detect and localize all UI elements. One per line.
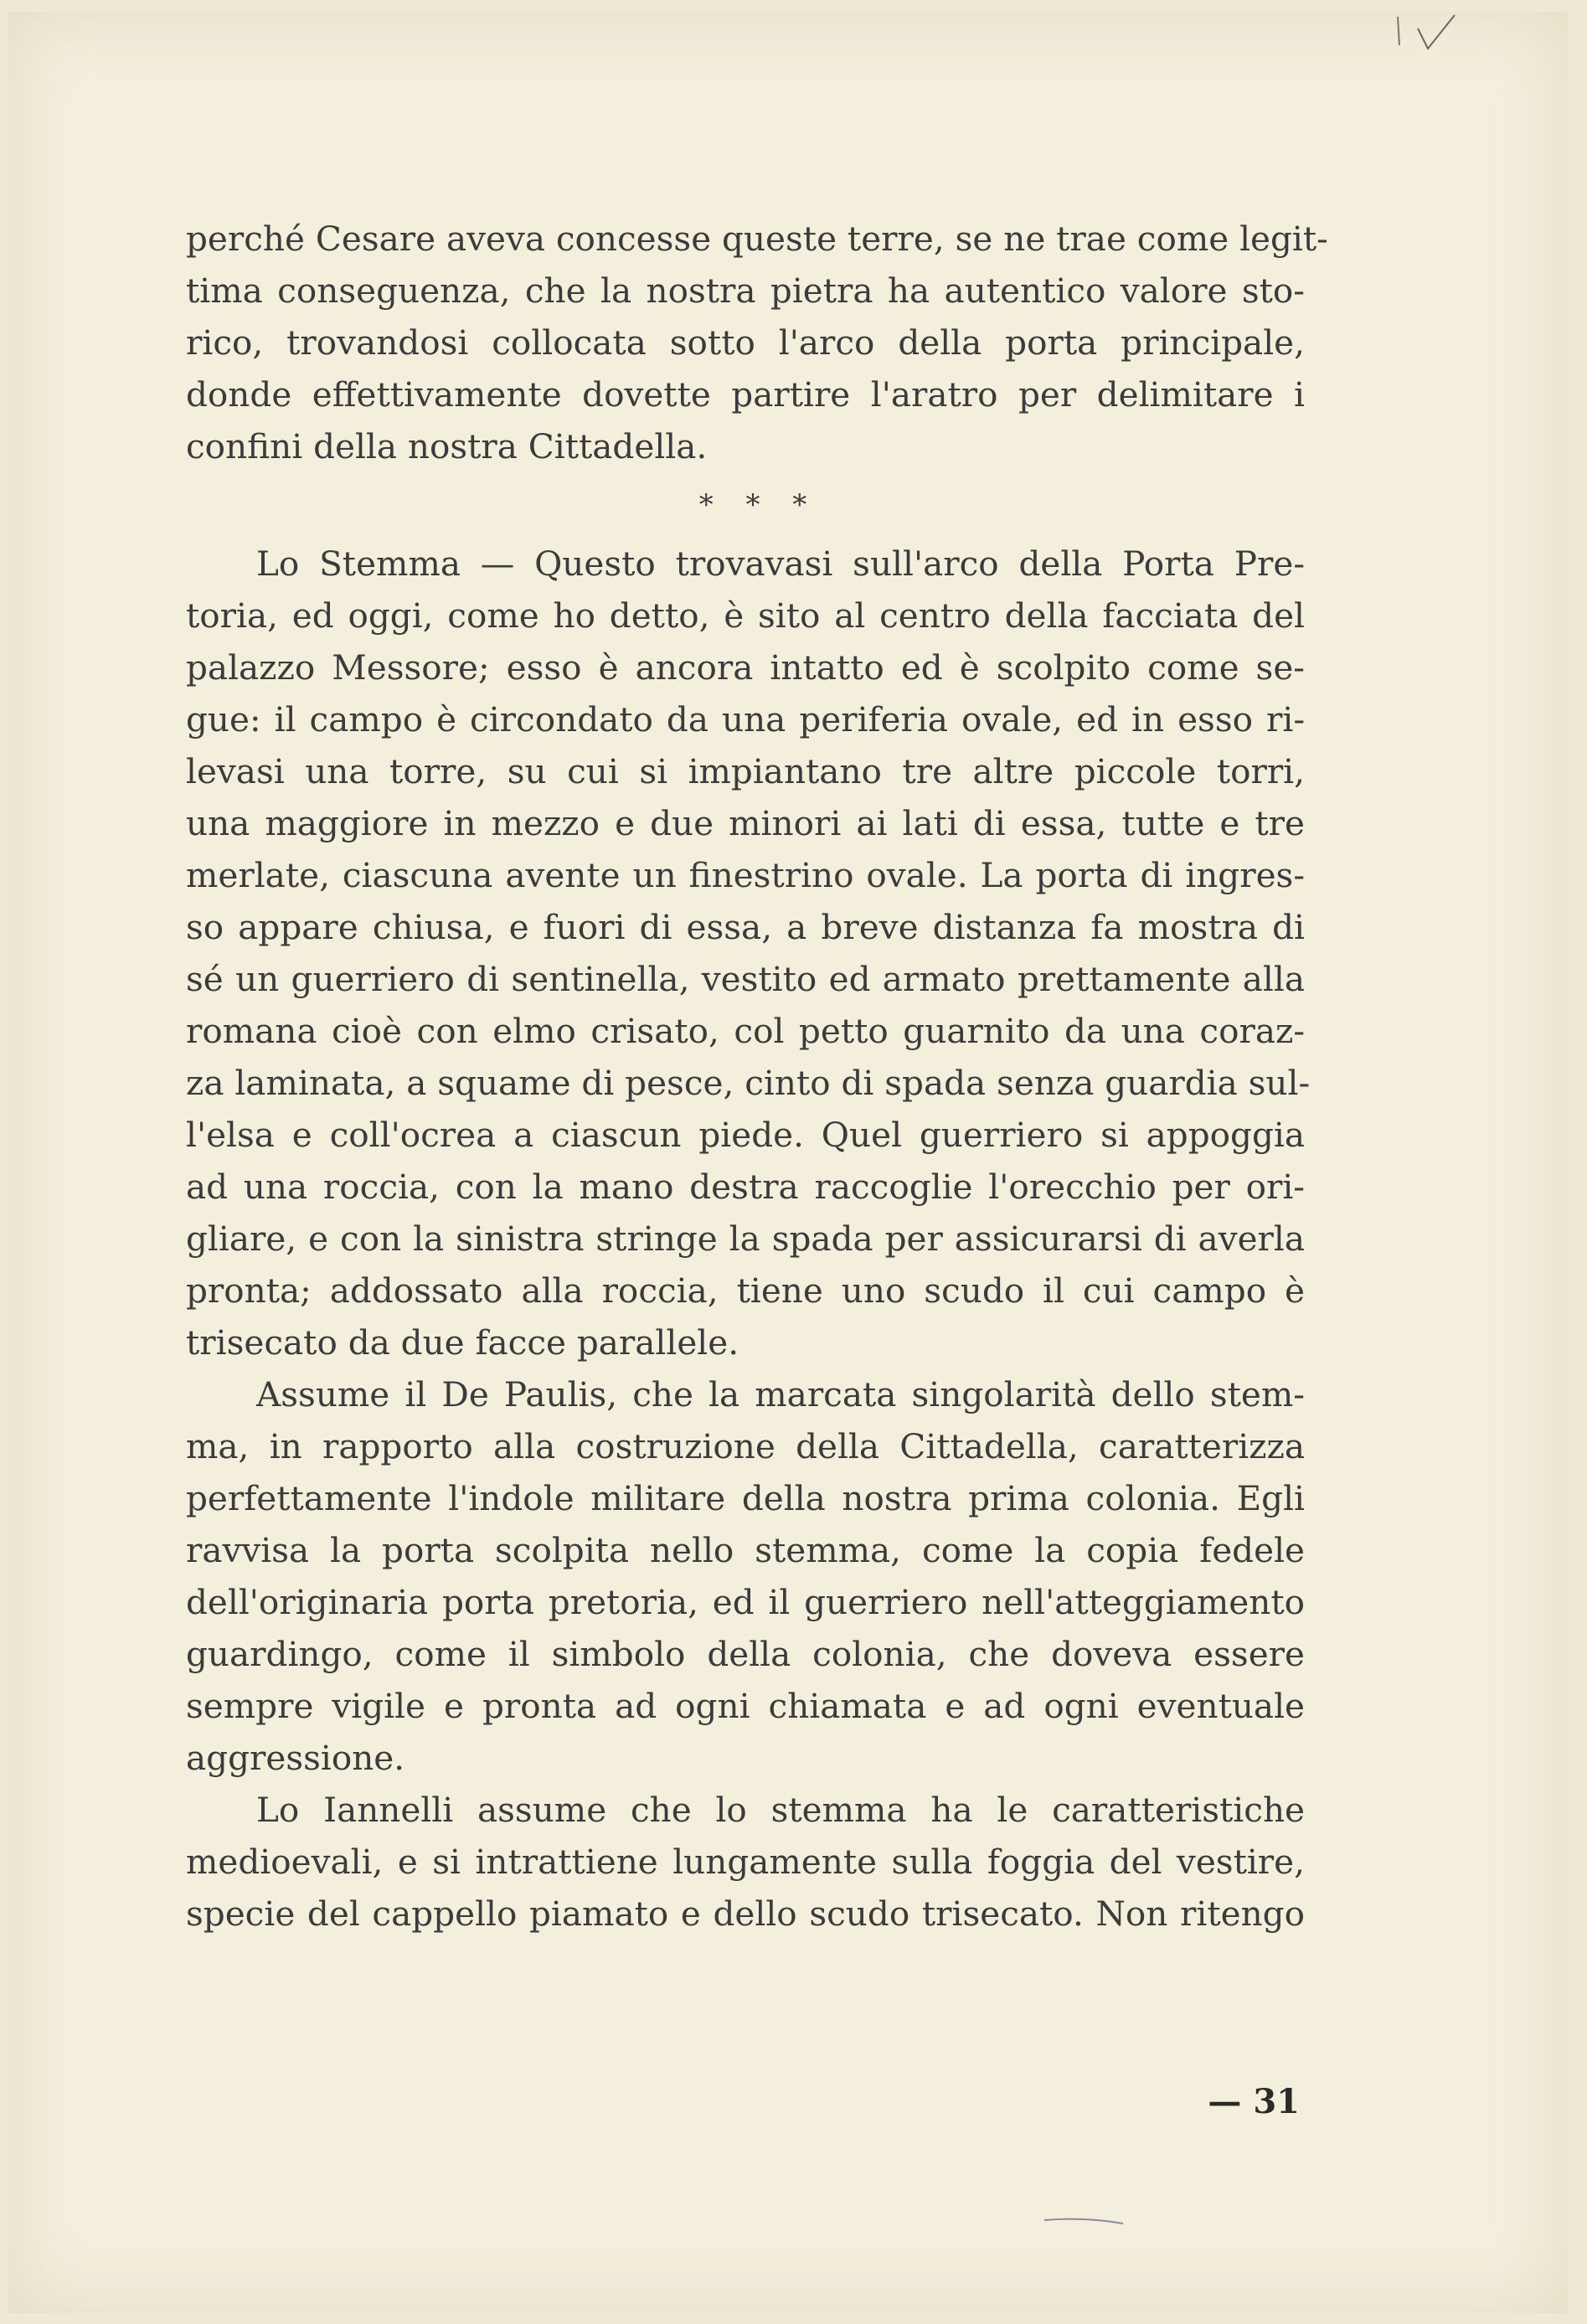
text-line: tima conseguenza, che la nostra pietra ha autentico valore sto- [186, 271, 1305, 311]
text-line: dell'originaria porta pretoria, ed il guerriero nell'atteggiamento [186, 1582, 1305, 1622]
text-line: toria, ed oggi, come ho detto, è sito al centro della facciata del [186, 595, 1305, 636]
text-line: gue: il campo è circondato da una periferia ovale, ed in esso ri- [186, 699, 1305, 739]
section-separator: * * * [698, 488, 819, 522]
text-line: palazzo Messore; esso è ancora intatto ed è scolpito come se- [186, 647, 1305, 688]
text-line: confini della nostra Cittadella. [186, 426, 708, 466]
text-line: pronta; addossato alla roccia, tiene uno scudo il cui campo è [186, 1270, 1305, 1311]
text-line: so appare chiusa, e fuori di essa, a breve distanza fa mostra di [186, 907, 1305, 947]
text-line: medioevali, e si intrattiene lungamente sulla foggia del vestire, [186, 1842, 1305, 1882]
text-line: ma, in rapporto alla costruzione della Cittadella, caratterizza [186, 1426, 1305, 1466]
text-line: trisecato da due facce parallele. [186, 1322, 739, 1363]
text-line: Lo Iannelli assume che lo stemma ha le caratteristiche [256, 1790, 1305, 1830]
text-line: Lo Stemma — Questo trovavasi sull'arco della Porta Pre- [256, 544, 1305, 584]
text-line: aggressione. [186, 1738, 405, 1778]
text-line: perché Cesare aveva concesse queste terre, se ne trae come legit- [186, 219, 1328, 259]
text-line: gliare, e con la sinistra stringe la spada per assicurarsi di averla [186, 1219, 1305, 1259]
text-line: merlate, ciascuna avente un finestrino ovale. La porta di ingres- [186, 855, 1305, 895]
text-line: za laminata, a squame di pesce, cinto di spada senza guardia sul- [186, 1063, 1311, 1103]
corner-check-mark-icon [1394, 12, 1470, 62]
page-number: — 31 [1208, 2082, 1300, 2121]
text-line: sempre vigile e pronta ad ogni chiamata e ad ogni eventuale [186, 1686, 1305, 1726]
text-line: una maggiore in mezzo e due minori ai lati di essa, tutte e tre [186, 803, 1305, 843]
text-line: specie del cappello piamato e dello scudo trisecato. Non ritengo [186, 1894, 1305, 1934]
text-line: rico, trovandosi collocata sotto l'arco della porta principale, [186, 322, 1305, 363]
text-line: Assume il De Paulis, che la marcata singolarità dello stem- [256, 1374, 1305, 1414]
text-line: guardingo, come il simbolo della colonia, che doveva essere [186, 1634, 1305, 1674]
text-line: perfettamente l'indole militare della nostra prima colonia. Egli [186, 1478, 1305, 1518]
text-line: ravvisa la porta scolpita nello stemma, come la copia fedele [186, 1530, 1305, 1570]
text-line: sé un guerriero di sentinella, vestito ed armato prettamente alla [186, 959, 1305, 999]
text-line: donde effettivamente dovette partire l'aratro per delimitare i [186, 374, 1305, 415]
text-line: levasi una torre, su cui si impiantano tre altre piccole torri, [186, 751, 1305, 791]
text-line: ad una roccia, con la mano destra raccoglie l'orecchio per ori- [186, 1167, 1305, 1207]
text-column [186, 213, 1328, 1940]
text-line: romana cioè con elmo crisato, col petto guarnito da una coraz- [186, 1011, 1305, 1051]
text-line: l'elsa e coll'ocrea a ciascun piede. Quel guerriero si appoggia [186, 1115, 1305, 1155]
pencil-stroke-icon [1043, 2215, 1126, 2229]
